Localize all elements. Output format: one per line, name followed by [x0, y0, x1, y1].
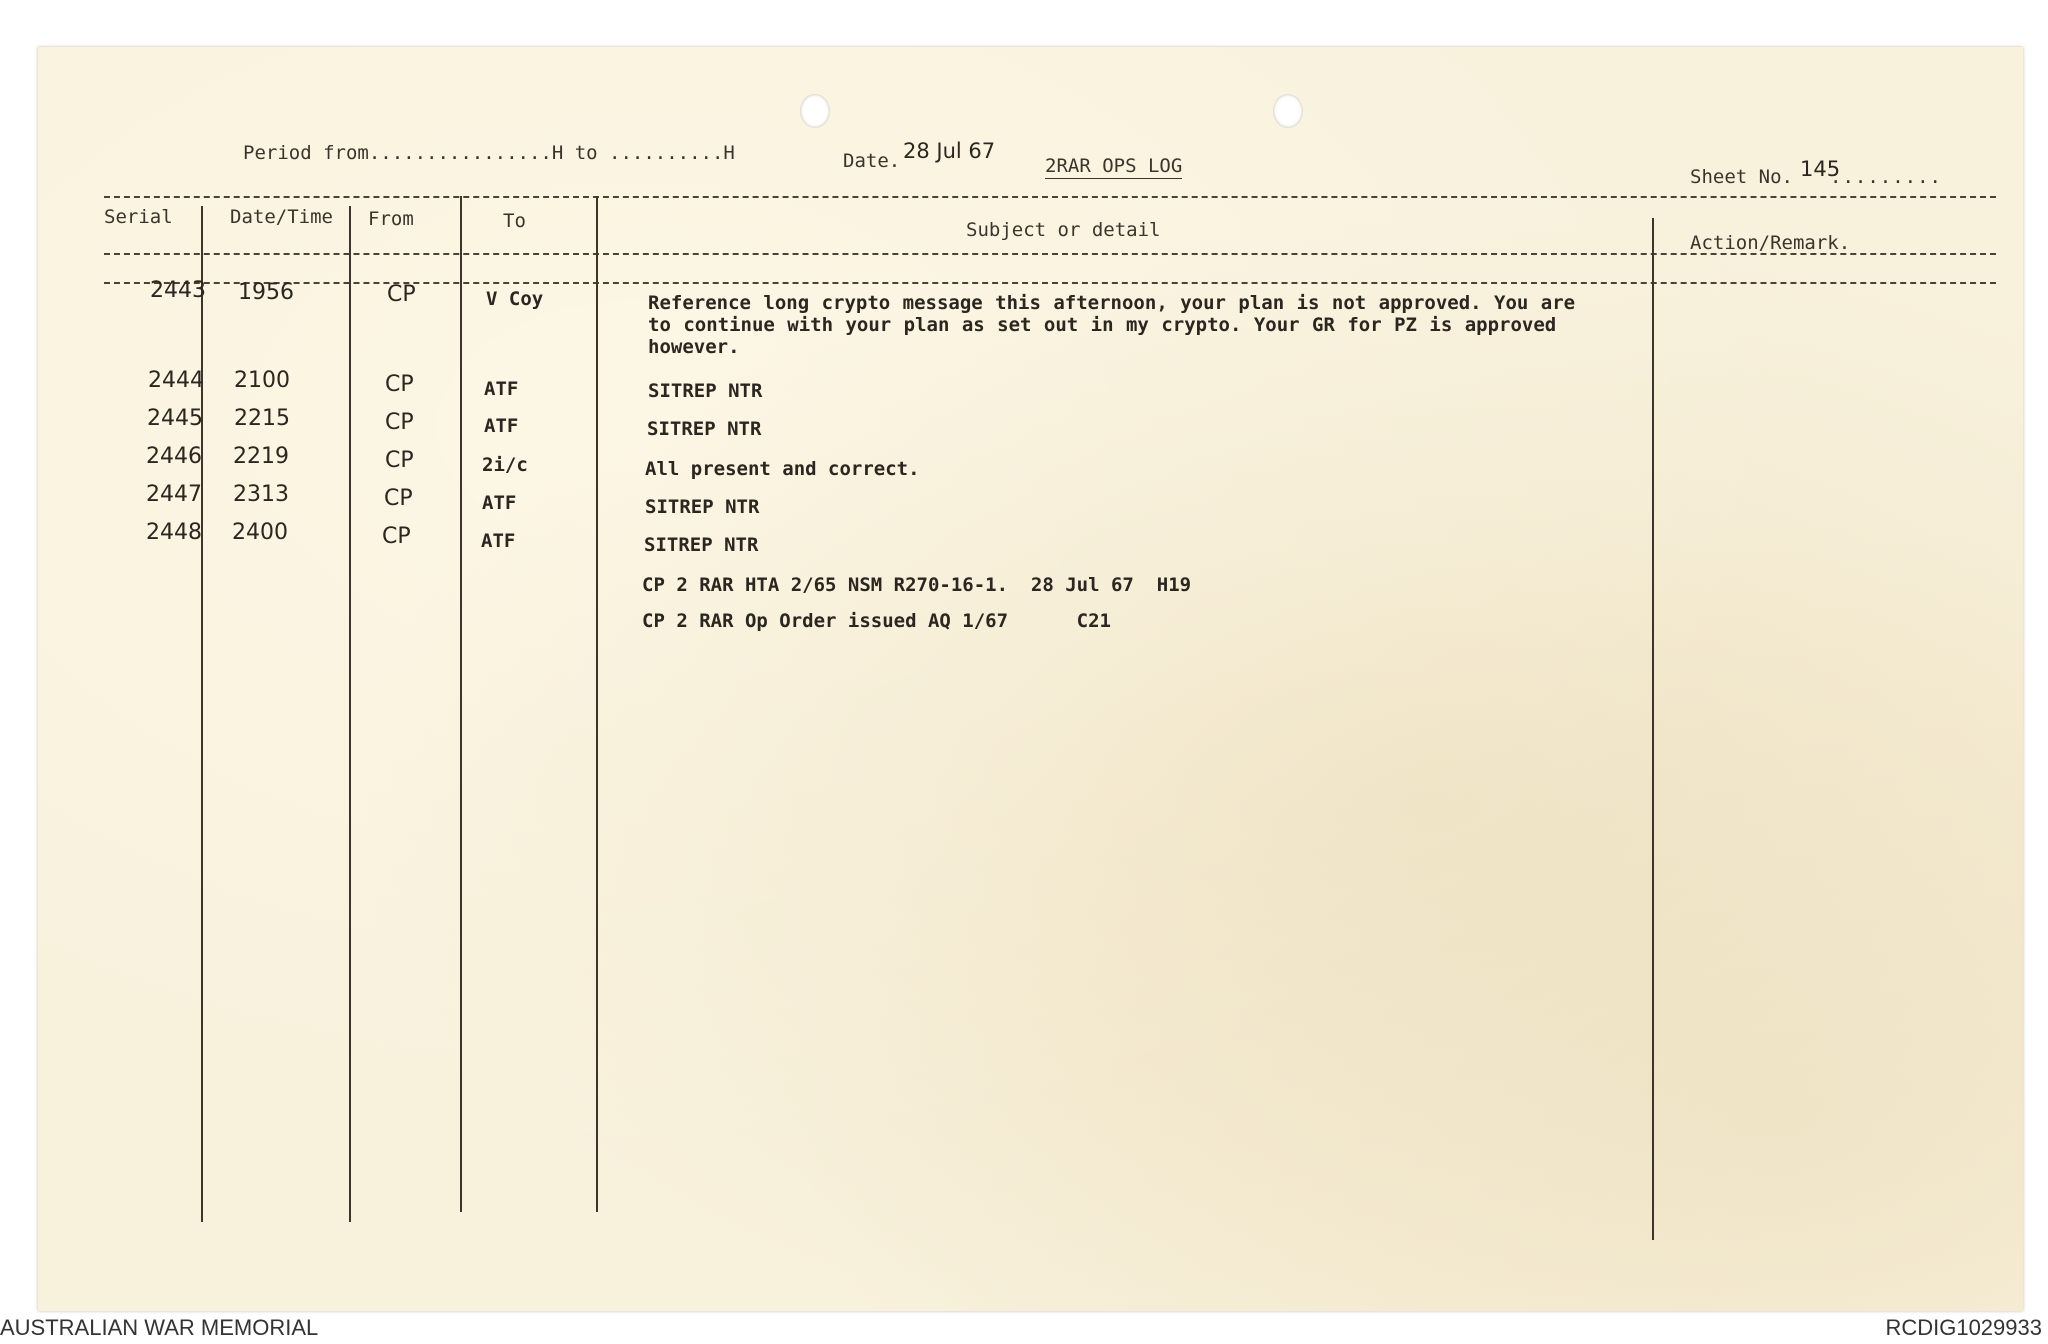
row-2444-to: ATF [484, 378, 519, 400]
col-header-action: Action/Remark. [1690, 232, 1851, 254]
row-2447-time: 2313 [233, 482, 289, 507]
note-op-order: CP 2 RAR Op Order issued AQ 1/67 C21 [642, 610, 1111, 632]
row-2448-detail: SITREP NTR [644, 534, 759, 556]
col-header-datetime: Date/Time [230, 206, 333, 228]
row-2447-serial: 2447 [146, 482, 202, 507]
period-from-field: Period from................H to ..........H [243, 142, 735, 164]
row-2447-to: ATF [482, 492, 517, 514]
footer-source-label: AUSTRALIAN WAR MEMORIAL [0, 1315, 319, 1340]
row-2445-from: CP [385, 410, 414, 435]
row-2448-time: 2400 [232, 520, 288, 545]
row-2448-serial: 2448 [146, 520, 202, 545]
row-2445-to: ATF [484, 415, 519, 437]
sheet-dots: ......... [1830, 166, 1942, 188]
row-2443-detail: Reference long crypto message this afternoon, your plan is not approved. You are to continue with your plan as set out in my crypto. Your GR for PZ is approved however. [648, 292, 1576, 358]
punch-hole-left [800, 94, 830, 128]
punch-hole-right [1273, 94, 1303, 128]
col-header-serial: Serial [104, 206, 173, 228]
date-label: Date. [843, 150, 901, 172]
row-2448-from: CP [382, 524, 411, 549]
row-2443-from: CP [387, 282, 416, 307]
row-2443-serial: 2443 [150, 278, 206, 303]
row-2444-time: 2100 [234, 368, 290, 393]
row-2444-detail: SITREP NTR [648, 380, 763, 402]
row-2446-detail: All present and correct. [645, 458, 920, 480]
note-hta: CP 2 RAR HTA 2/65 NSM R270-16-1. 28 Jul 67 H19 [642, 574, 1192, 596]
footer-record-id: RCDIG1029933 [1885, 1315, 2042, 1340]
row-2443-time: 1956 [238, 280, 294, 305]
row-2444-serial: 2444 [148, 368, 204, 393]
column-divider-datetime [349, 206, 351, 1222]
column-divider-serial [201, 206, 203, 1222]
sheet-label: Sheet No. [1690, 166, 1793, 188]
column-divider-from [460, 196, 462, 1212]
row-2445-serial: 2445 [147, 406, 203, 431]
header-top-rule [104, 196, 1996, 198]
row-2445-time: 2215 [234, 406, 290, 431]
col-header-from: From [368, 208, 414, 230]
date-value: 28 Jul 67 [903, 139, 996, 163]
row-2447-from: CP [384, 486, 413, 511]
row-2446-to: 2i/c [482, 454, 528, 476]
row-2445-detail: SITREP NTR [647, 418, 762, 440]
column-divider-subject [1652, 218, 1654, 1240]
row-2446-time: 2219 [233, 444, 289, 469]
row-2446-from: CP [385, 448, 414, 473]
col-header-to: To [503, 210, 526, 232]
sheet-value: 145 [1800, 157, 1841, 181]
row-2448-to: ATF [481, 530, 516, 552]
col-header-subject: Subject or detail [966, 219, 1161, 241]
row-2443-to: V Coy [486, 288, 544, 310]
log-title: 2RAR OPS LOG [1045, 155, 1183, 177]
row-2444-from: CP [385, 372, 414, 397]
column-divider-to [596, 196, 598, 1212]
row-2446-serial: 2446 [146, 444, 202, 469]
row-2447-detail: SITREP NTR [645, 496, 760, 518]
